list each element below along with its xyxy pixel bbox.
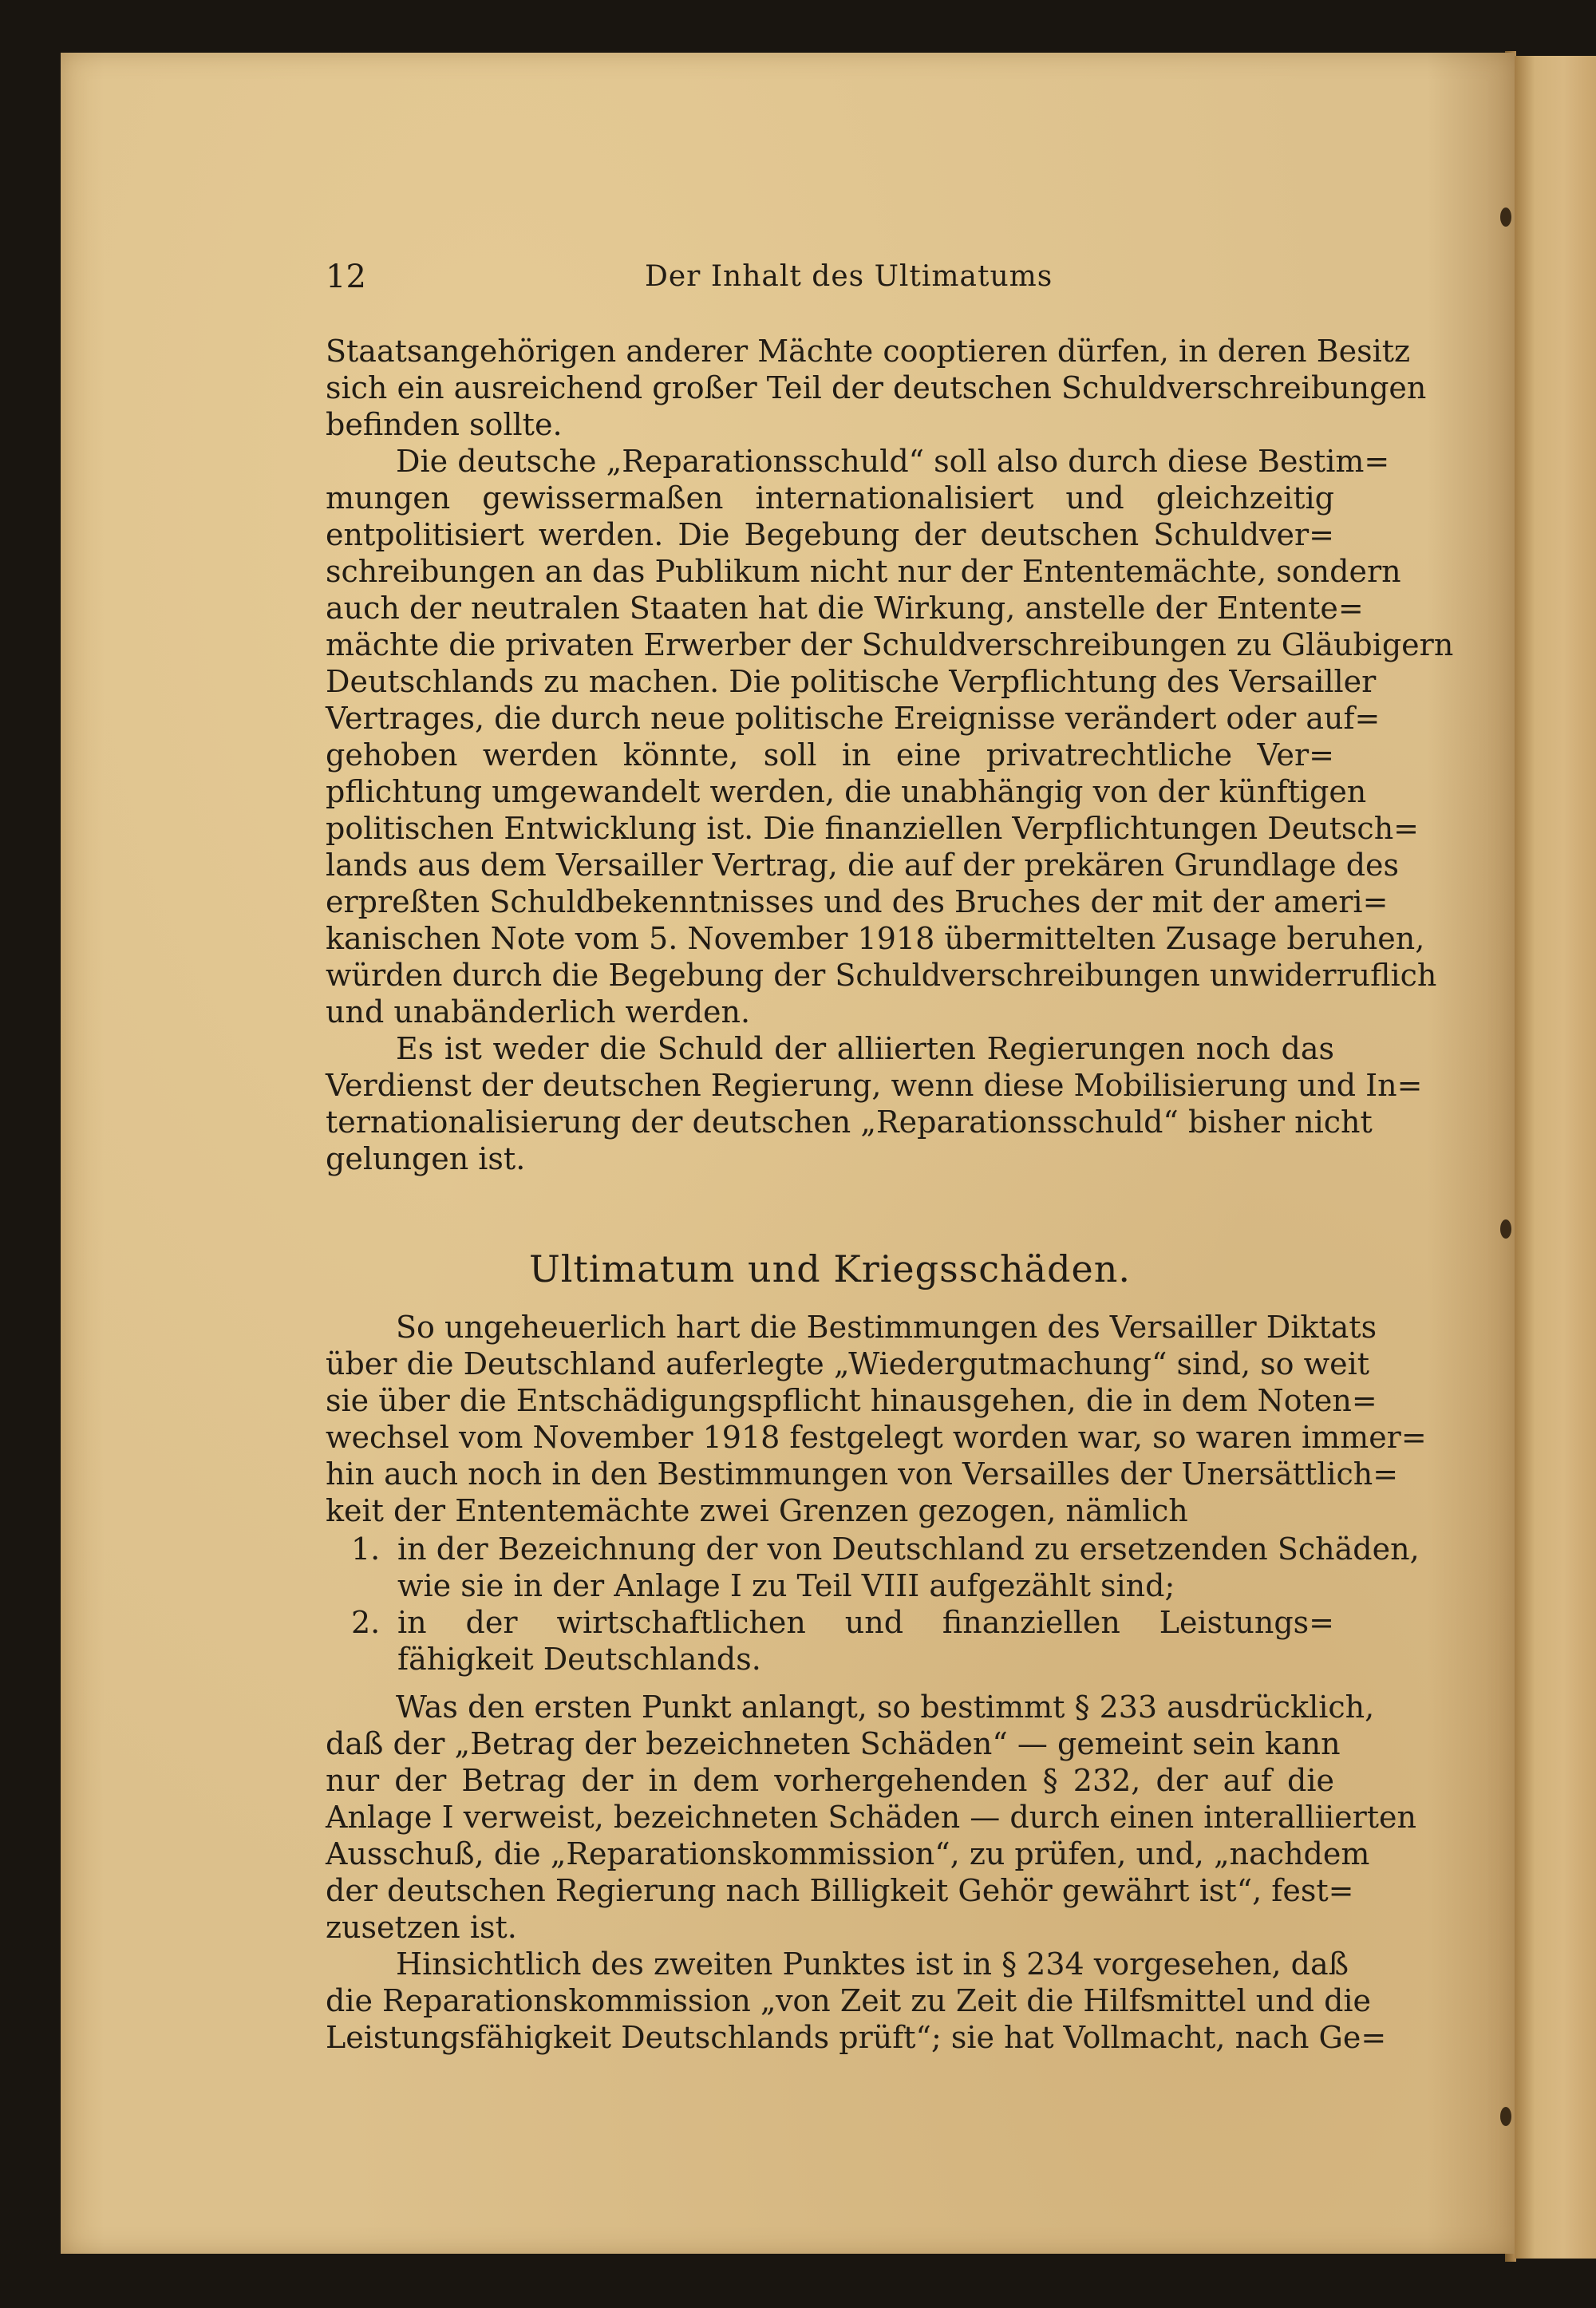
text-line: keit der Ententemächte zwei Grenzen gezogen, nämlich <box>326 1493 1188 1528</box>
text-line: mächte die privaten Erwerber der Schuldverschreibungen zu Gläubigern <box>326 627 1454 662</box>
list-item-line: wie sie in der Anlage I zu Teil VIII aufgezählt sind; <box>397 1568 1175 1603</box>
text-line: Deutschlands zu machen. Die politische Verpflichtung des Versailler <box>326 664 1377 699</box>
text-line: nur der Betrag der in dem vorhergehenden § 232, der auf die <box>326 1763 1334 1798</box>
list-number: 2. <box>351 1605 381 1640</box>
text-line: befinden sollte. <box>326 407 563 442</box>
text-line: sich ein ausreichend großer Teil der deutschen Schuldverschreibungen <box>326 370 1427 405</box>
text-line: hin auch noch in den Bestimmungen von Versailles der Unersättlich= <box>326 1456 1399 1492</box>
text-line: die Reparationskommission „von Zeit zu Zeit die Hilfsmittel und die <box>326 1983 1372 2018</box>
section-heading: Ultimatum und Kriegsschäden. <box>528 1247 1132 1290</box>
facing-page-edge <box>1515 56 1596 2259</box>
text-line: Es ist weder die Schuld der alliierten Regierungen noch das <box>396 1031 1334 1066</box>
text-line: Ausschuß, die „Reparationskommission“, zu prüfen, und, „nachdem <box>326 1836 1370 1871</box>
text-line: gehoben werden könnte, soll in eine privatrechtliche Ver= <box>326 737 1334 773</box>
binding-mark <box>1500 1219 1511 1239</box>
text-line: politischen Entwicklung ist. Die finanziellen Verpflichtungen Deutsch= <box>326 811 1420 846</box>
text-line: kanischen Note vom 5. November 1918 übermittelten Zusage beruhen, <box>326 921 1425 956</box>
text-line: zusetzen ist. <box>326 1910 517 1945</box>
text-line: der deutschen Regierung nach Billigkeit Gehör gewährt ist“, fest= <box>326 1873 1354 1908</box>
text-line: pflichtung umgewandelt werden, die unabhängig von der künftigen <box>326 774 1367 809</box>
list-item-line: fähigkeit Deutschlands. <box>397 1642 761 1677</box>
running-head: Der Inhalt des Ultimatums <box>645 260 1053 293</box>
text-line: Leistungsfähigkeit Deutschlands prüft“; sie hat Vollmacht, nach Ge= <box>326 2020 1387 2055</box>
text-line: mungen gewissermaßen internationalisiert und gleichzeitig <box>326 480 1334 516</box>
text-line: schreibungen an das Publikum nicht nur der Ententemächte, sondern <box>326 554 1401 589</box>
text-line: Hinsichtlich des zweiten Punktes ist in § 234 vorgesehen, daß <box>396 1946 1349 1982</box>
text-line: Die deutsche „Reparationsschuld“ soll also durch diese Bestim= <box>396 444 1390 479</box>
text-line: wechsel vom November 1918 festgelegt worden war, so waren immer= <box>326 1420 1427 1455</box>
text-line: und unabänderlich werden. <box>326 994 751 1030</box>
binding-mark <box>1500 2107 1511 2126</box>
list-item-line: in der Bezeichnung der von Deutschland zu ersetzenden Schäden, <box>397 1531 1420 1567</box>
list-item-line: in der wirtschaftlichen und finanziellen Leistungs= <box>397 1605 1334 1640</box>
text-line: Anlage I verweist, bezeichneten Schäden — durch einen interalliierten <box>326 1800 1416 1835</box>
text-line: Staatsangehörigen anderer Mächte cooptieren dürfen, in deren Besitz <box>326 334 1411 369</box>
text-line: So ungeheuerlich hart die Bestimmungen des Versailler Diktats <box>396 1310 1377 1345</box>
text-line: ternationalisierung der deutschen „Reparationsschuld“ bisher nicht <box>326 1105 1373 1140</box>
text-line: über die Deutschland auferlegte „Wiedergutmachung“ sind, so weit <box>326 1346 1370 1381</box>
text-line: Verdienst der deutschen Regierung, wenn diese Mobilisierung und In= <box>326 1068 1423 1103</box>
page-header <box>326 257 1363 297</box>
text-line: auch der neutralen Staaten hat die Wirkung, anstelle der Entente= <box>326 591 1364 626</box>
text-line: lands aus dem Versailler Vertrag, die auf der prekären Grundlage des <box>326 848 1400 883</box>
text-line: würden durch die Begebung der Schuldverschreibungen unwiderruflich <box>326 958 1437 993</box>
text-line: erpreßten Schuldbekenntnisses und des Bruches der mit der ameri= <box>326 884 1389 919</box>
text-line: sie über die Entschädigungspflicht hinausgehen, die in dem Noten= <box>326 1383 1377 1418</box>
text-line: gelungen ist. <box>326 1141 526 1176</box>
binding-mark <box>1500 207 1511 227</box>
list-number: 1. <box>351 1531 381 1567</box>
page-number: 12 <box>326 259 366 295</box>
text-line: Vertrages, die durch neue politische Ereignisse verändert oder auf= <box>326 701 1381 736</box>
text-line: entpolitisiert werden. Die Begebung der deutschen Schuldver= <box>326 517 1334 552</box>
text-line: daß der „Betrag der bezeichneten Schäden“ — gemeint sein kann <box>326 1726 1341 1761</box>
text-line: Was den ersten Punkt anlangt, so bestimmt § 233 ausdrücklich, <box>396 1690 1375 1725</box>
